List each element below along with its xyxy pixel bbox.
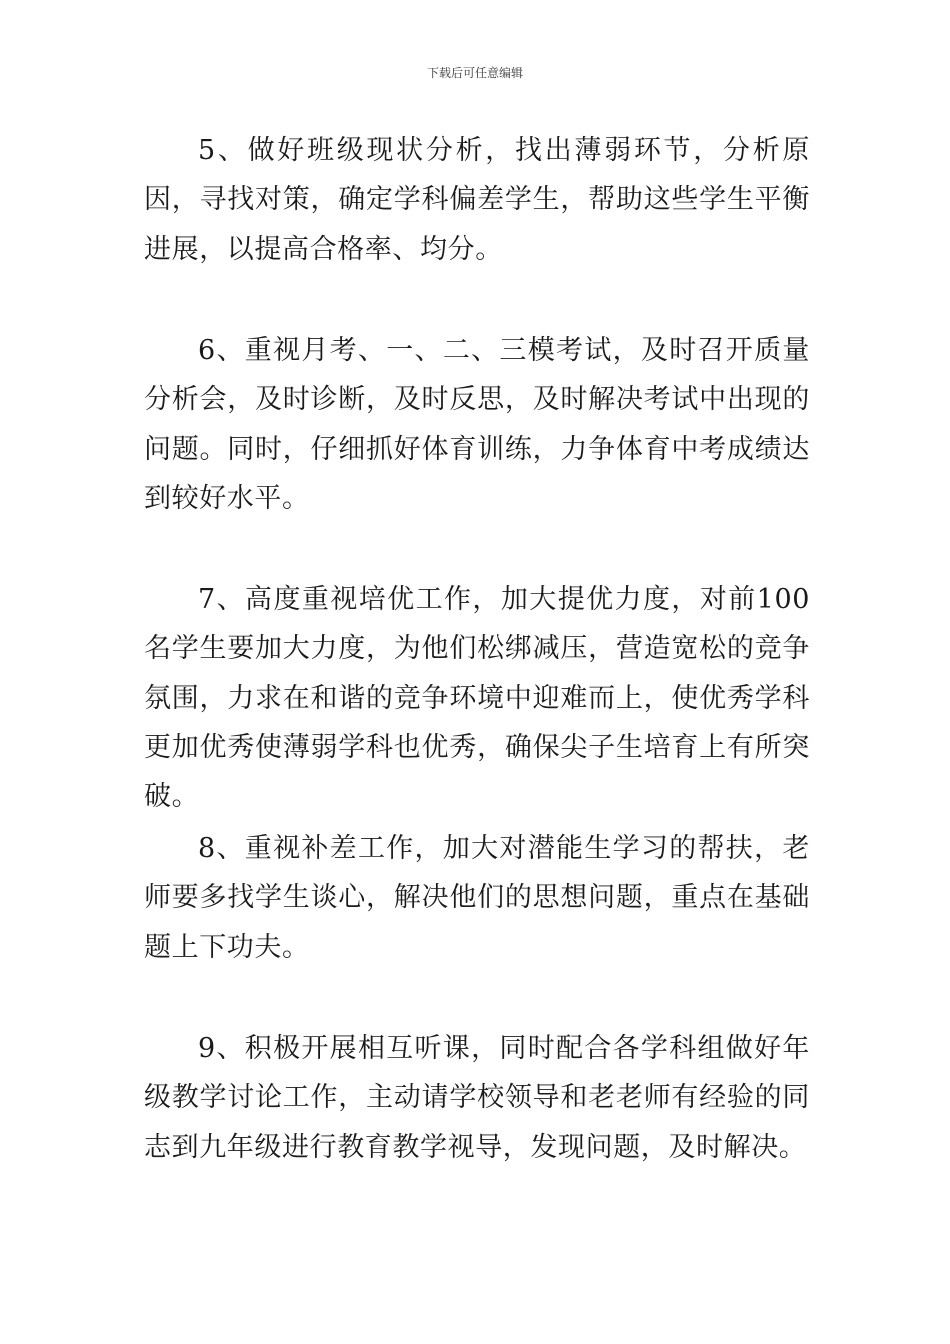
header-note: 下载后可任意编辑 [426, 66, 523, 80]
paragraph-6: 6、重视月考、一、二、三模考试，及时召开质量分析会，及时诊断，及时反思，及时解决考试中出现的问题。同时，仔细抓好体育训练，力争体育中考成绩达到较好水平。 [144, 335, 810, 514]
paragraph-7: 7、高度重视培优工作，加大提优力度，对前100名学生要加大力度，为他们松绑减压，营造宽松的竞争氛围，力求在和谐的竞争环境中迎难而上，使优秀学科更加优秀使薄弱学科也优秀，确保尖子生培育上有所突破。 [144, 584, 810, 813]
paragraph-5: 5、做好班级现状分析，找出薄弱环节，分析原因，寻找对策，确定学科偏差学生，帮助这些学生平衡进展，以提高合格率、均分。 [144, 135, 810, 265]
paragraph-8: 8、重视补差工作，加大对潜能生学习的帮扶，老师要多找学生谈心，解决他们的思想问题，重点在基础题上下功夫。 [144, 833, 810, 963]
paragraph-9: 9、积极开展相互听课，同时配合各学科组做好年级教学讨论工作，主动请学校领导和老老师有经验的同志到九年级进行教育教学视导，发现问题，及时解决。 [144, 1033, 810, 1163]
